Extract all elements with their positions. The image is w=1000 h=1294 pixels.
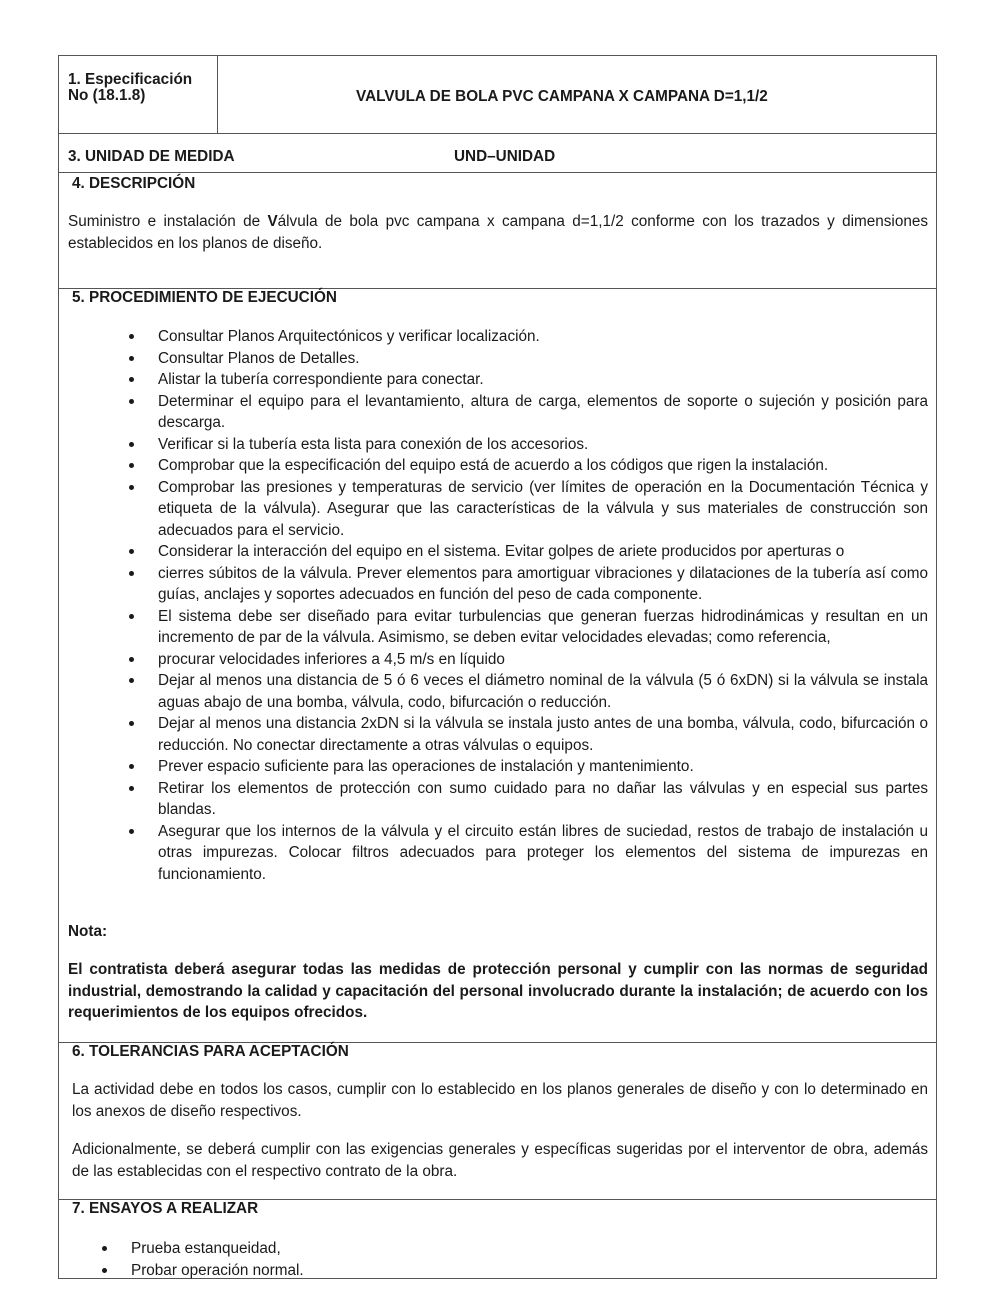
list-item: cierres súbitos de la válvula. Prever elementos para amortiguar vibraciones y dilataciones de la tubería así como guías, anclajes y soportes adecuados en función del peso de cada componente. (158, 563, 928, 606)
list-item: Considerar la interacción del equipo en el sistema. Evitar golpes de ariete producidos por aperturas o (158, 541, 928, 563)
unit-label: 3. UNIDAD DE MEDIDA (68, 148, 235, 165)
note-text: El contratista deberá asegurar todas las medidas de protección personal y cumplir con las normas de seguridad industrial, demostrando la calidad y capacitación del personal involucrado durante la instalación; de acuerdo con los requerimientos de los equipos ofrecidos. (68, 961, 928, 1021)
spec-title: VALVULA DE BOLA PVC CAMPANA X CAMPANA D=1,1/2 (356, 88, 768, 105)
description-text-end: álvula de bola pvc campana x campana d=1,1/2 conforme con los trazados y dimensiones establecidos en los planos de diseño. (68, 213, 929, 252)
header-column-divider (217, 55, 218, 133)
list-item: Probar operación normal. (131, 1260, 631, 1282)
bullet-icon (129, 829, 134, 834)
procedure-list (158, 326, 928, 885)
list-item: Determinar el equipo para el levantamiento, altura de carga, elementos de soporte o sujeción y posición para descarga. (158, 391, 928, 434)
list-item: Prever espacio suficiente para las operaciones de instalación y mantenimiento. (158, 756, 928, 778)
bullet-icon (129, 485, 134, 490)
bullet-icon (129, 377, 134, 382)
bullet-icon (129, 721, 134, 726)
row-divider-unit (58, 172, 937, 173)
description-heading: 4. DESCRIPCIÓN (72, 175, 196, 192)
bullet-icon (102, 1246, 107, 1251)
bullet-icon (129, 571, 134, 576)
list-item: Comprobar las presiones y temperaturas de servicio (ver límites de operación en la Documentación Técnica y etiqueta de la válvula). Asegurar que las características de la válvula y sus materiales de construcción son adecuados para el servicio. (158, 477, 928, 542)
list-item: Dejar al menos una distancia 2xDN si la válvula se instala justo antes de una bomba, válvula, codo, bifurcación o reducción. No conectar directamente a otras válvulas o equipos. (158, 713, 928, 756)
list-item: procurar velocidades inferiores a 4,5 m/s en líquido (158, 649, 928, 671)
bullet-icon (102, 1268, 107, 1273)
bullet-icon (129, 764, 134, 769)
list-item: Asegurar que los internos de la válvula y el circuito están libres de suciedad, restos de trabajo de instalación u otras impurezas. Colocar filtros adecuados para proteger los elementos del sistema de impurezas en funcionamiento. (158, 821, 928, 886)
list-item: Comprobar que la especificación del equipo está de acuerdo a los códigos que rigen la instalación. (158, 455, 928, 477)
unit-value: UND–UNIDAD (454, 148, 556, 165)
list-item: Dejar al menos una distancia de 5 ó 6 veces el diámetro nominal de la válvula (5 ó 6xDN) si la válvula se instala aguas abajo de una bomba, válvula, codo, bifurcación o reducción. (158, 670, 928, 713)
tolerances-paragraph-2: Adicionalmente, se deberá cumplir con las exigencias generales y específicas sugeridas por el interventor de obra, además de las establecidas con el respectivo contrato de la obra. (72, 1141, 928, 1180)
bullet-icon (129, 678, 134, 683)
list-item: Consultar Planos Arquitectónicos y verificar localización. (158, 326, 928, 348)
list-item: El sistema debe ser diseñado para evitar turbulencias que generan fuerzas hidrodinámicas y resultan en un incremento de par de la válvula. Asimismo, se deben evitar velocidades elevadas; como referencia, (158, 606, 928, 649)
list-item: Alistar la tubería correspondiente para conectar. (158, 369, 928, 391)
bullet-icon (129, 442, 134, 447)
bullet-icon (129, 614, 134, 619)
bullet-icon (129, 549, 134, 554)
tolerances-heading: 6. TOLERANCIAS PARA ACEPTACIÓN (72, 1043, 349, 1060)
bullet-icon (129, 786, 134, 791)
list-item: Verificar si la tubería esta lista para conexión de los accesorios. (158, 434, 928, 456)
note-label: Nota: (68, 923, 108, 940)
description-text-start: Suministro e instalación de (68, 213, 268, 230)
bullet-icon (129, 399, 134, 404)
list-item: Consultar Planos de Detalles. (158, 348, 928, 370)
description-text (68, 211, 928, 254)
list-item: Prueba estanqueidad, (131, 1238, 631, 1260)
spec-label-line2: No (18.1.8) (68, 87, 146, 104)
description-bold-letter: V (267, 213, 278, 230)
bullet-icon (129, 463, 134, 468)
tests-heading: 7. ENSAYOS A REALIZAR (72, 1200, 259, 1217)
tests-list (131, 1238, 631, 1281)
bullet-icon (129, 334, 134, 339)
list-item: Retirar los elementos de protección con sumo cuidado para no dañar las válvulas y en especial sus partes blandas. (158, 778, 928, 821)
procedure-heading: 5. PROCEDIMIENTO DE EJECUCIÓN (72, 289, 337, 306)
bullet-icon (129, 657, 134, 662)
bullet-icon (129, 356, 134, 361)
row-divider-header (58, 133, 937, 134)
spec-label-line1: 1. Especificación (68, 71, 193, 88)
tolerances-paragraph-1: La actividad debe en todos los casos, cumplir con lo establecido en los planos generales de diseño y con lo determinado en los anexos de diseño respectivos. (72, 1081, 928, 1120)
